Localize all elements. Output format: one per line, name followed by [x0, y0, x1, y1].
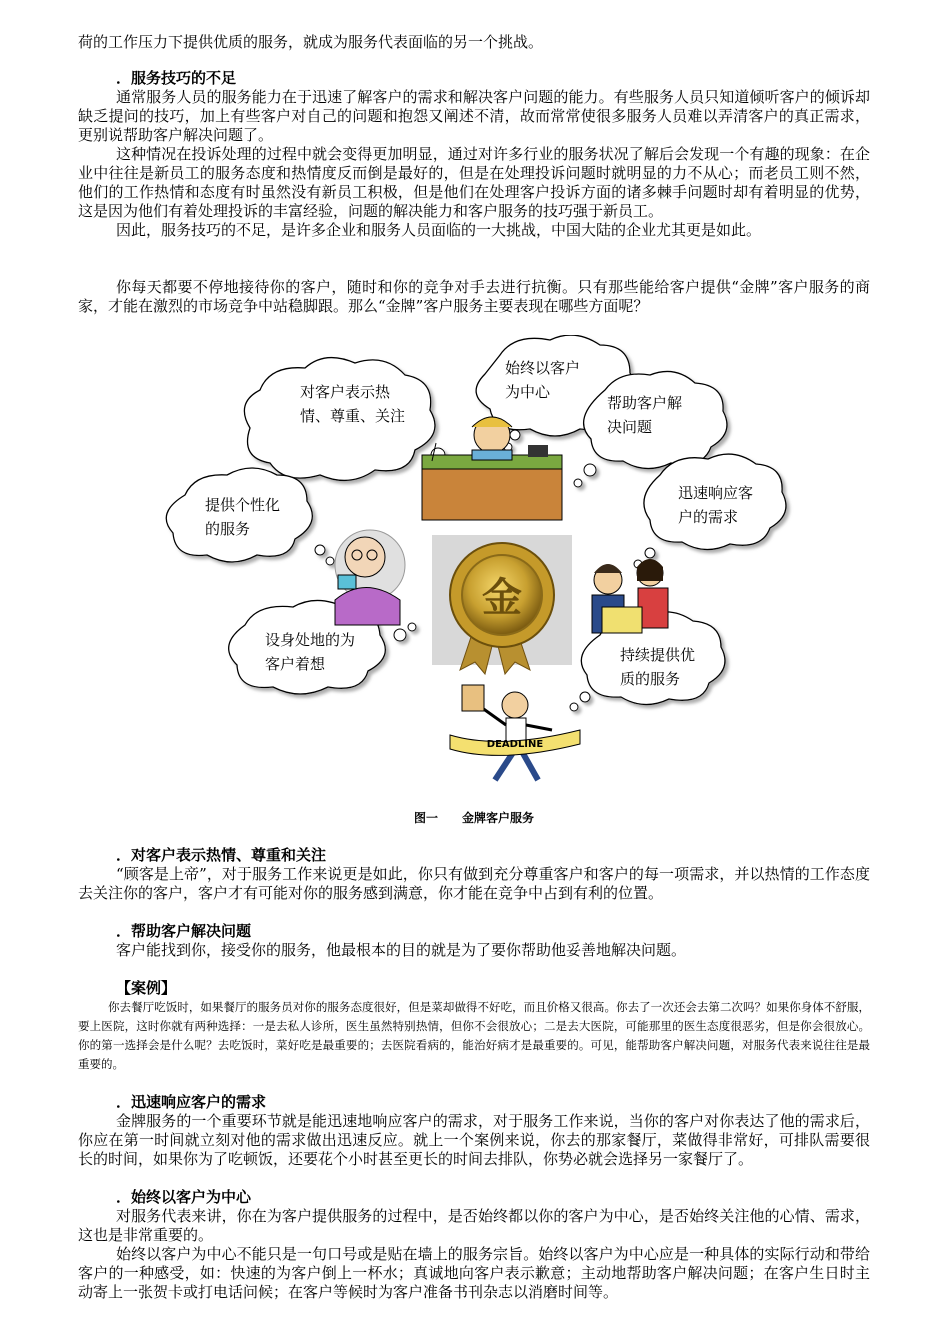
woman-on-phone-illustration — [335, 530, 405, 625]
deadline-label: DEADLINE — [486, 739, 544, 750]
heading-help: ．帮助客户解决问题 — [116, 922, 252, 940]
bubble-personal-line2: 的服务 — [205, 520, 251, 538]
bubble-center-line1: 始终以客户 — [505, 359, 581, 377]
bubble-respect-line2: 情、尊重、关注 — [300, 407, 406, 425]
gold-medal-icon — [432, 535, 572, 674]
paragraph: 始终以客户为中心不能只是一句口号或是贴在墙上的服务宗旨。始终以客户为中心应是一种具体的实际行动和带给客户的一种感受，如：快速的为客户倒上一杯水；真诚地向客户表示歉意；主动地帮助客户解决问题；在客户生日时主动寄上一张贺卡或打电话问候；在客户等候时为客户准备书刊杂志以消磨时间等。 — [78, 1245, 870, 1301]
bubble-quality-line2: 质的服务 — [620, 670, 681, 688]
bubble-help-line2: 决问题 — [607, 418, 653, 436]
heading-respect: ．对客户表示热情、尊重和关注 — [116, 846, 327, 864]
thought-bubble-personalized — [166, 468, 334, 565]
figure-caption: 图一 金牌客户服务 — [413, 811, 534, 825]
lower-text — [78, 846, 870, 1302]
bubble-help-line1: 帮助客户解 — [607, 394, 683, 412]
paragraph: 金牌服务的一个重要环节就是能迅速地响应客户的需求，对于服务工作来说，当你的客户对你表达了他的需求后，你应在第一时间就立刻对他的需求做出迅速反应。就上一个案例来说，你去的那家餐厅，菜做得非常好，可排队需要很长的时间，如果你为了吃顿饭，还要花个小时甚至更长的时间去排队，你势必就会选择另一家餐厅了。 — [78, 1112, 870, 1168]
heading-customer-center: ．始终以客户为中心 — [116, 1188, 252, 1206]
gold-service-figure — [160, 335, 800, 795]
case-text: 你去餐厅吃饭时，如果餐厅的服务员对你的服务态度很好，但是菜却做得不好吃，而且价格又很高。你去了一次还会去第二次吗？如果你身体不舒服，要上医院，这时你就有两种选择：一是去私人诊所，医生虽然特别热情，但你不会很放心；二是去大医院，可能那里的医生态度很恶劣，但是你会很放心。你的第一选择会是什么呢？去吃饭时，菜好吃是最重要的；去医院看病的，能治好病才是最重要的。可见，能帮助客户解决问题，对服务代表来说往往是最重要的。 — [78, 1000, 870, 1071]
paragraph: 对服务代表来讲，你在为客户提供服务的过程中，是否始终都以你的客户为中心，是否始终关注他的心情、需求，这也是非常重要的。 — [78, 1207, 870, 1244]
top-text — [78, 33, 870, 316]
bubble-personal-line1: 提供个性化 — [205, 496, 281, 514]
heading-service-skill: ．服务技巧的不足 — [116, 69, 237, 87]
bubble-quality-line1: 持续提供优 — [620, 646, 696, 664]
gold-glyph: 金 — [482, 574, 522, 621]
paragraph: 通常服务人员的服务能力在于迅速了解客户的需求和解决客户问题的能力。有些服务人员只知道倾听客户的倾诉却缺乏提问的技巧，加上有些客户对自己的问题和抱怨又阐述不清，故而常常使很多服务人员难以弄清客户的真正需求，更别说帮助客户解决问题了。 — [78, 88, 870, 144]
bubble-respect-line1: 对客户表示热 — [300, 383, 391, 401]
paragraph: 这种情况在投诉处理的过程中就会变得更加明显，通过对许多行业的服务状况了解后会发现一个有趣的现象：在企业中往往是新员工的服务态度和热情度反而倒是最好的，但是在处理投诉问题时就明显的力不从心；而老员工则不然，他们的工作热情和态度有时虽然没有新员工积极，但是他们在处理客户投诉方面的诸多棘手问题时却有着明显的优势，这是因为他们有着处理投诉的丰富经验，问题的解决能力和客户服务的技巧强于新员工。 — [78, 145, 870, 220]
paragraph: “顾客是上帝”，对于服务工作来说更是如此，你只有做到充分尊重客户和客户的每一项需求，并以热情的工作态度去关注你的客户，客户才有可能对你的服务感到满意，你才能在竞争中占到有利的位置。 — [78, 865, 870, 902]
bubble-empathy-line1: 设身处地的为 — [265, 631, 356, 649]
paragraph: 因此，服务技巧的不足，是许多企业和服务人员面临的一大挑战，中国大陆的企业尤其更是如此。 — [116, 221, 762, 239]
case-label: 【案例】 — [116, 979, 177, 997]
intro-paragraph: 你每天都要不停地接待你的客户，随时和你的竞争对手去进行抗衡。只有那些能给客户提供“金牌”客户服务的商家，才能在激烈的市场竞争中站稳脚跟。那么“金牌”客户服务主要表现在哪些方面呢？ — [78, 278, 870, 315]
heading-quick-response: ．迅速响应客户的需求 — [116, 1093, 267, 1111]
couple-reading-illustration — [592, 559, 668, 633]
lead-line: 荷的工作压力下提供优质的服务，就成为服务代表面临的另一个挑战。 — [78, 33, 544, 51]
running-man-deadline-illustration — [450, 685, 580, 780]
bubble-quick-line1: 迅速响应客 — [678, 484, 754, 502]
bubble-quick-line2: 户的需求 — [678, 508, 739, 526]
bubble-center-line2: 为中心 — [505, 383, 551, 401]
bubble-empathy-line2: 客户着想 — [265, 655, 326, 673]
paragraph: 客户能找到你，接受你的服务，他最根本的目的就是为了要你帮助他妥善地解决问题。 — [116, 941, 687, 959]
